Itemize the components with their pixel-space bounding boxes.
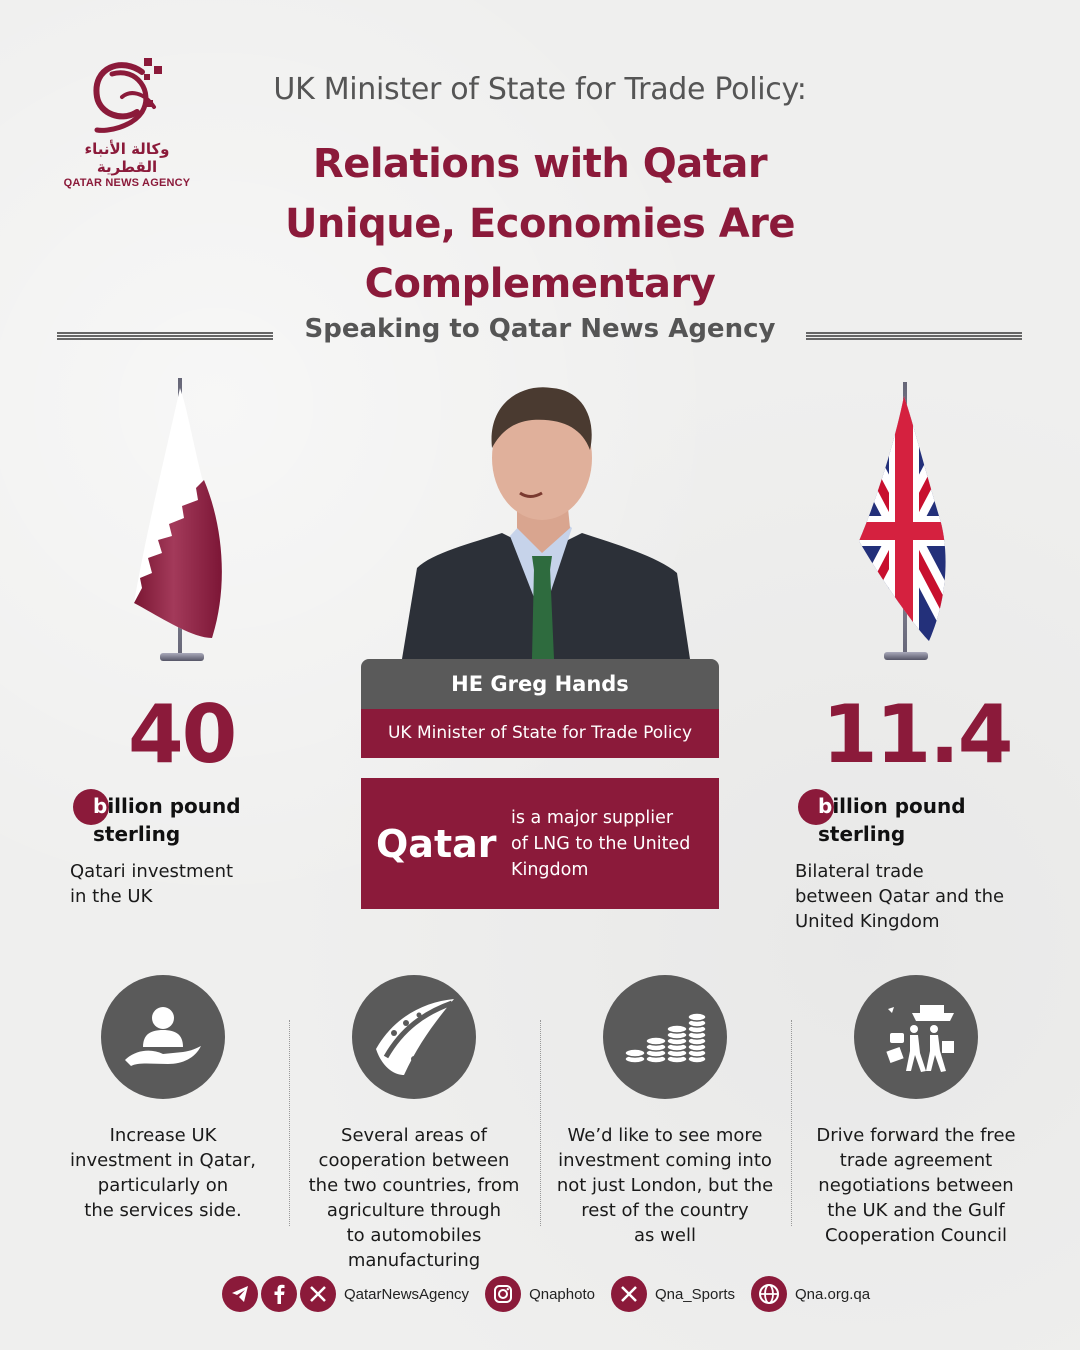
highlight-line: Kingdom bbox=[511, 859, 589, 880]
facebook-icon[interactable] bbox=[261, 1276, 297, 1312]
feature-line: the two countries, from bbox=[308, 1175, 520, 1196]
highlight-keyword: Qatar bbox=[376, 821, 497, 866]
telegram-icon[interactable] bbox=[222, 1276, 258, 1312]
handle-qatarnewsagency[interactable]: QatarNewsAgency bbox=[344, 1285, 470, 1303]
minister-role: UK Minister of State for Trade Policy bbox=[361, 709, 719, 758]
unit-line2: sterling bbox=[93, 822, 181, 846]
handle-qnaphoto[interactable]: Qnaphoto bbox=[529, 1285, 595, 1303]
feature-text bbox=[791, 1123, 1041, 1248]
handle-qna-sports[interactable]: Qna_Sports bbox=[654, 1285, 735, 1303]
feature-line: rest of the country bbox=[581, 1200, 749, 1221]
feature-icon-circle bbox=[352, 975, 476, 1099]
stat-left-description bbox=[70, 859, 233, 909]
feature-icon-circle bbox=[854, 975, 978, 1099]
feature-line: investment in Qatar, bbox=[70, 1150, 256, 1171]
instagram-icon[interactable] bbox=[485, 1276, 521, 1312]
feature-text bbox=[38, 1123, 288, 1223]
desc-line: United Kingdom bbox=[795, 911, 940, 932]
feature-line: the UK and the Gulf bbox=[827, 1200, 1005, 1221]
unit-first-letter: b bbox=[93, 794, 108, 818]
feature-line: We’d like to see more bbox=[567, 1125, 763, 1146]
feature-line: investment coming into bbox=[558, 1150, 772, 1171]
desc-line: Qatari investment bbox=[70, 861, 234, 882]
unit-rest: illion pound bbox=[832, 794, 966, 818]
divider-right bbox=[806, 332, 1022, 340]
minister-name: HE Greg Hands bbox=[361, 659, 719, 709]
headline-line: Unique, Economies Are bbox=[284, 201, 796, 247]
feature-line: negotiations between bbox=[818, 1175, 1014, 1196]
feature-line: agriculture through bbox=[326, 1200, 502, 1221]
handle-website[interactable]: Qna.org.qa bbox=[795, 1285, 871, 1303]
logo-arabic-name: وكالة الأنباء القطرية bbox=[84, 140, 170, 176]
qatar-flag bbox=[120, 378, 250, 668]
feature-cooperation-areas bbox=[289, 975, 539, 1273]
feature-line: to automobiles bbox=[346, 1225, 482, 1246]
minister-portrait bbox=[392, 378, 692, 659]
highlight-line: is a major supplier bbox=[511, 807, 674, 828]
divider-left bbox=[57, 332, 273, 340]
stat-right-description bbox=[795, 859, 1004, 934]
feature-line: particularly on bbox=[97, 1175, 229, 1196]
feature-free-trade-agreement bbox=[791, 975, 1041, 1248]
uk-flag bbox=[850, 382, 960, 667]
feature-icon-circle bbox=[101, 975, 225, 1099]
feature-line: Several areas of bbox=[341, 1125, 487, 1146]
desc-line: in the UK bbox=[70, 886, 153, 907]
feature-line: Drive forward the free bbox=[816, 1125, 1016, 1146]
highlight-text bbox=[511, 805, 690, 883]
feature-regional-investment bbox=[540, 975, 790, 1248]
highlight-line: of LNG to the United bbox=[511, 833, 691, 854]
stat-right-unit bbox=[818, 792, 966, 848]
hand-holding-person-icon bbox=[123, 1002, 203, 1072]
desc-line: Bilateral trade bbox=[795, 861, 924, 882]
subhead: Speaking to Qatar News Agency bbox=[304, 314, 776, 344]
feature-line: cooperation between bbox=[318, 1150, 510, 1171]
feature-line: as well bbox=[634, 1225, 696, 1246]
feature-line: not just London, but the bbox=[556, 1175, 774, 1196]
x-icon[interactable] bbox=[611, 1276, 647, 1312]
unit-line2: sterling bbox=[818, 822, 906, 846]
kicker-title: UK Minister of State for Trade Policy: bbox=[273, 72, 807, 107]
feature-services-investment bbox=[38, 975, 288, 1223]
feature-text bbox=[540, 1123, 790, 1248]
coin-stacks-icon bbox=[623, 1007, 707, 1067]
desc-line: between Qatar and the bbox=[795, 886, 1005, 907]
logo-english-name: QATAR NEWS AGENCY bbox=[63, 177, 191, 189]
stat-left-unit bbox=[93, 792, 241, 848]
headline-line: Relations with Qatar bbox=[312, 141, 768, 187]
feature-line: Cooperation Council bbox=[824, 1225, 1008, 1246]
feature-line: Increase UK bbox=[109, 1125, 217, 1146]
lng-highlight-box bbox=[361, 778, 719, 909]
feature-line: the services side. bbox=[84, 1200, 242, 1221]
stat-right-value: 11.4 bbox=[822, 688, 1012, 781]
unit-rest: illion pound bbox=[107, 794, 241, 818]
feature-icon-circle bbox=[603, 975, 727, 1099]
agriculture-road-icon bbox=[364, 987, 464, 1087]
feature-line: manufacturing bbox=[347, 1250, 481, 1271]
x-icon[interactable] bbox=[300, 1276, 336, 1312]
trade-logistics-icon bbox=[868, 989, 964, 1085]
feature-text bbox=[289, 1123, 539, 1273]
social-footer bbox=[222, 1276, 886, 1312]
headline bbox=[200, 134, 880, 314]
unit-first-letter: b bbox=[818, 794, 833, 818]
globe-icon[interactable] bbox=[751, 1276, 787, 1312]
qna-emblem-icon bbox=[82, 52, 172, 142]
headline-line: Complementary bbox=[364, 261, 716, 307]
feature-line: trade agreement bbox=[839, 1150, 993, 1171]
qna-logo bbox=[52, 52, 202, 189]
stat-left-value: 40 bbox=[128, 688, 236, 781]
